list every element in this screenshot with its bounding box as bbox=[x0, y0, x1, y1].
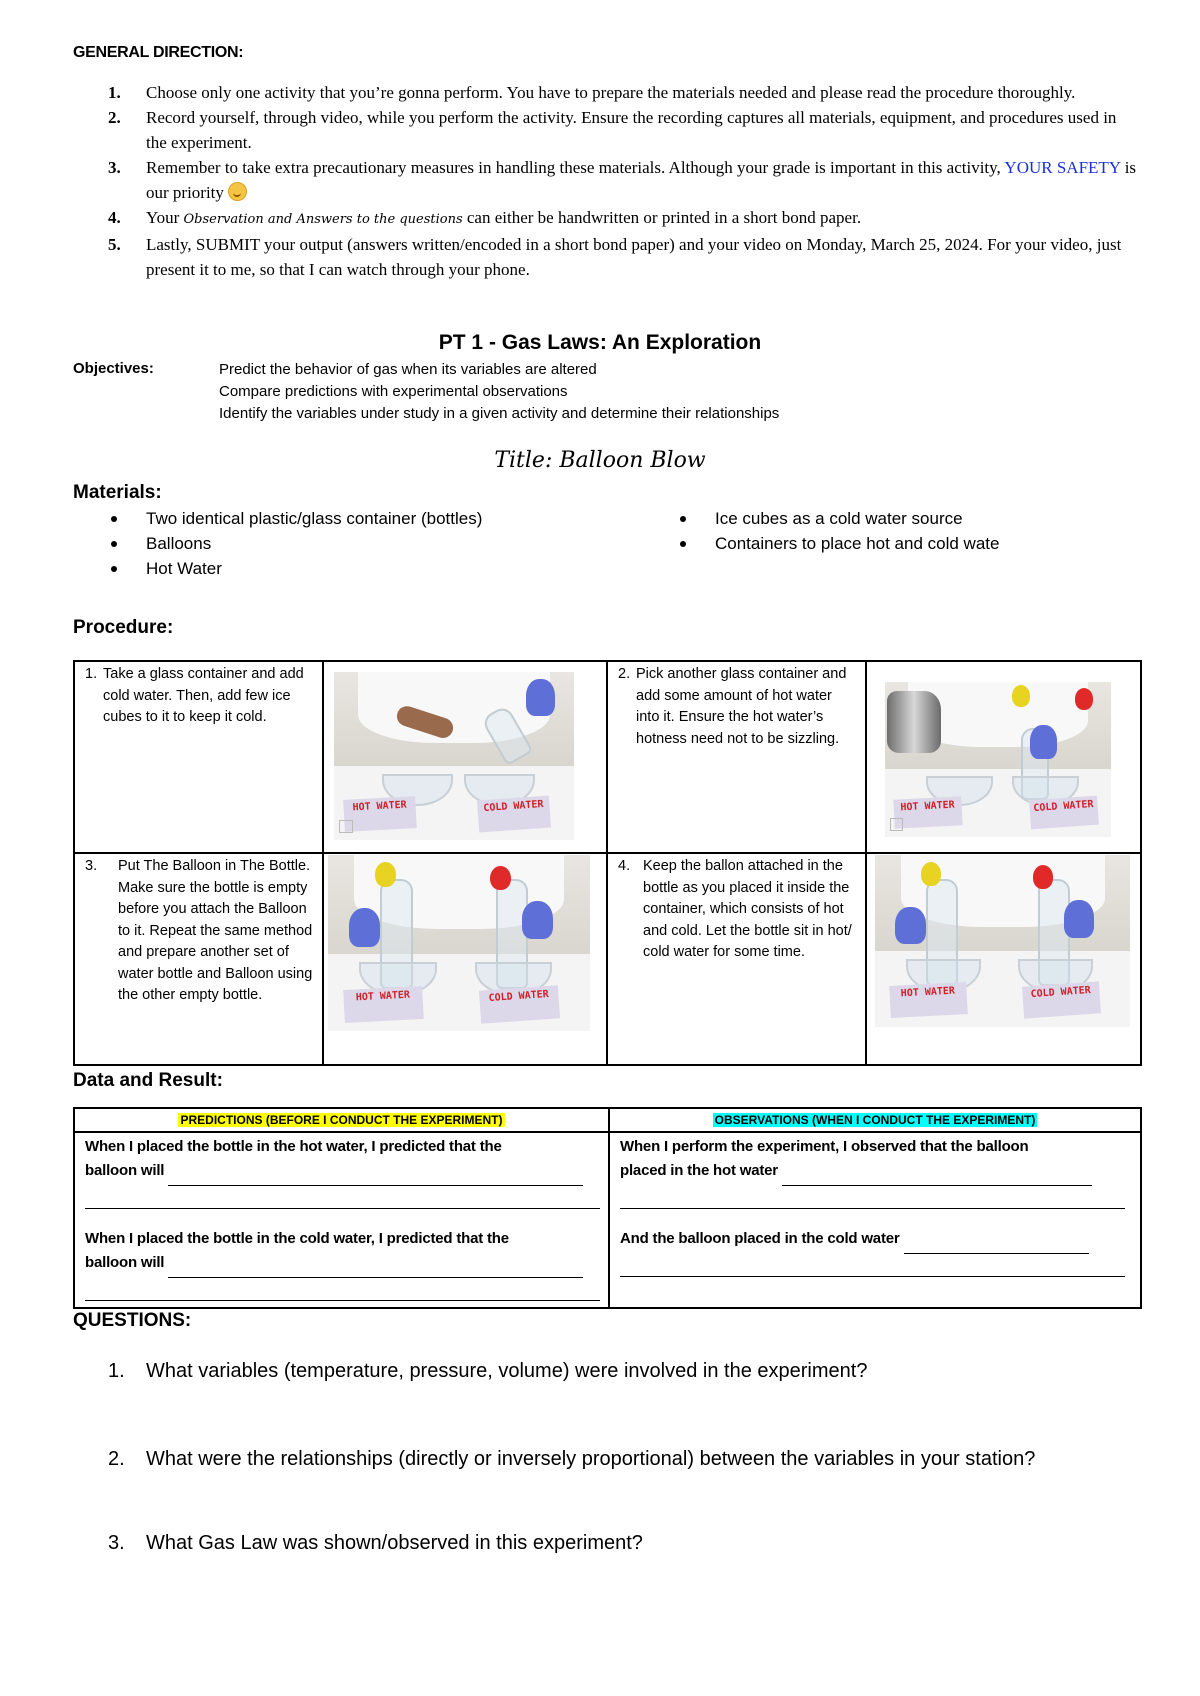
general-direction-heading: GENERAL DIRECTION: bbox=[73, 44, 244, 61]
direction-text: can either be handwritten or printed in a short bond paper. bbox=[462, 208, 862, 227]
question-item bbox=[108, 1356, 1118, 1387]
objective-item: Predict the behavior of gas when its variables are altered bbox=[219, 361, 597, 378]
cold-water-label: COLD WATER bbox=[477, 796, 551, 832]
smile-emoji-icon bbox=[228, 182, 247, 201]
procedure-step-cell bbox=[74, 661, 323, 853]
material-item: Two identical plastic/glass container (bottles) bbox=[108, 506, 482, 531]
pouring-hot-water-photo bbox=[885, 682, 1111, 837]
cold-water-label: COLD WATER bbox=[479, 985, 560, 1023]
safety-highlight: YOUR SAFETY bbox=[1004, 158, 1121, 177]
procedure-step-cell bbox=[607, 661, 866, 853]
procedure-photo-cell bbox=[323, 661, 607, 853]
direction-number: 3. bbox=[108, 158, 121, 177]
procedure-heading: Procedure: bbox=[73, 617, 174, 638]
objective-item: Compare predictions with experimental observations bbox=[219, 383, 568, 400]
direction-number: 1. bbox=[108, 83, 121, 102]
procedure-table bbox=[73, 660, 1142, 1066]
predictions-header: PREDICTIONS (BEFORE I CONDUCT THE EXPERIMENT) bbox=[74, 1108, 609, 1132]
answer-blank[interactable] bbox=[168, 1253, 583, 1278]
question-number: 2. bbox=[108, 1448, 125, 1470]
question-text: What variables (temperature, pressure, volume) were involved in the experiment? bbox=[146, 1360, 868, 1382]
questions-list bbox=[108, 1356, 1118, 1559]
material-item: Containers to place hot and cold wate bbox=[677, 531, 999, 556]
materials-heading: Materials: bbox=[73, 482, 162, 503]
step-number: 4. bbox=[618, 858, 631, 874]
direction-text: Lastly, SUBMIT your output (answers written/encoded in a short bond paper) and your video on Monday, March 25, 2024. For your video, just present it to me, so that I can watch through your phone. bbox=[146, 235, 1122, 279]
question-item bbox=[108, 1528, 1118, 1559]
procedure-photo-cell bbox=[323, 853, 607, 1065]
cold-water-label: COLD WATER bbox=[1029, 796, 1099, 830]
answer-blank[interactable] bbox=[620, 1186, 1125, 1209]
question-text: What were the relationships (directly or inversely proportional) between the variables in your station? bbox=[146, 1448, 1036, 1470]
question-number: 3. bbox=[108, 1532, 125, 1554]
data-result-heading: Data and Result: bbox=[73, 1070, 223, 1091]
prediction-cold-line-1: When I placed the bottle in the cold water, I predicted that the bbox=[85, 1230, 509, 1247]
predictions-cell bbox=[74, 1132, 609, 1308]
cold-water-label: COLD WATER bbox=[1022, 982, 1101, 1019]
direction-item bbox=[108, 205, 1138, 232]
material-item: Hot Water bbox=[108, 556, 482, 581]
hot-water-label: HOT WATER bbox=[343, 986, 423, 1023]
observations-header: OBSERVATIONS (WHEN I CONDUCT THE EXPERIMENT) bbox=[609, 1108, 1141, 1132]
observation-cold-line-1: And the balloon placed in the cold water bbox=[620, 1230, 900, 1247]
question-number: 1. bbox=[108, 1360, 125, 1382]
hot-water-label: HOT WATER bbox=[890, 982, 968, 1018]
direction-text: Your bbox=[146, 208, 184, 227]
step-number: 2. bbox=[618, 666, 631, 682]
question-item bbox=[108, 1444, 1118, 1475]
observations-cell bbox=[609, 1132, 1141, 1308]
direction-item bbox=[108, 155, 1138, 205]
direction-text: Record yourself, through video, while you perform the activity. Ensure the recording captures all materials, equipment, and procedures used in the experiment. bbox=[146, 108, 1117, 152]
objective-item: Identify the variables under study in a given activity and determine their relationships bbox=[219, 405, 780, 422]
procedure-step-cell bbox=[607, 853, 866, 1065]
hot-water-label: HOT WATER bbox=[343, 797, 417, 832]
questions-heading: QUESTIONS: bbox=[73, 1310, 192, 1331]
script-text: Observation and Answers to the questions bbox=[183, 212, 463, 227]
direction-number: 5. bbox=[108, 235, 121, 254]
material-item: Ice cubes as a cold water source bbox=[677, 506, 999, 531]
direction-item bbox=[108, 80, 1138, 105]
direction-list bbox=[108, 80, 1138, 282]
step-text: Pick another glass container and add some amount of hot water into it. Ensure the hot water’s hotness need not to be sizzling. bbox=[636, 666, 847, 747]
activity-title: Title: Balloon Blow bbox=[494, 448, 706, 473]
hot-water-label: HOT WATER bbox=[893, 797, 962, 830]
observation-hot-line-2: placed in the hot water bbox=[620, 1162, 778, 1179]
answer-blank[interactable] bbox=[620, 1254, 1125, 1277]
answer-blank[interactable] bbox=[85, 1186, 600, 1209]
step-number: 1. bbox=[85, 666, 98, 682]
balloon-bottles-in-water-photo bbox=[875, 855, 1130, 1027]
step-number: 3. bbox=[85, 858, 98, 874]
direction-text: Choose only one activity that you’re gonna perform. You have to prepare the materials needed and please read the procedure thoroughly. bbox=[146, 83, 1076, 102]
procedure-step-cell bbox=[74, 853, 323, 1065]
objectives-list bbox=[219, 359, 779, 425]
data-result-table bbox=[73, 1107, 1142, 1309]
step-text: Put The Balloon in The Bottle. Make sure the bottle is empty before you attach the Balloon to it. Repeat the same method and prepare another set of water bottle and Balloon using the other empty bottle. bbox=[118, 858, 313, 1003]
balloon-bottles-photo bbox=[328, 855, 590, 1031]
answer-blank[interactable] bbox=[168, 1161, 583, 1186]
pouring-cold-water-photo bbox=[334, 672, 574, 840]
prediction-hot-line-2: balloon will bbox=[85, 1162, 165, 1179]
procedure-photo-cell bbox=[866, 853, 1141, 1065]
prediction-cold-line-2: balloon will bbox=[85, 1254, 165, 1271]
procedure-photo-cell bbox=[866, 661, 1141, 853]
direction-number: 2. bbox=[108, 108, 121, 127]
materials-list-left bbox=[108, 506, 482, 581]
materials-list-right bbox=[677, 506, 999, 556]
direction-item bbox=[108, 232, 1138, 282]
material-item: Balloons bbox=[108, 531, 482, 556]
step-text: Take a glass container and add cold water. Then, add few ice cubes to it to keep it cold. bbox=[103, 666, 304, 725]
step-text: Keep the ballon attached in the bottle as you placed it inside the container, which consists of hot and cold. Let the bottle sit in hot/ cold water for some time. bbox=[643, 858, 852, 960]
direction-item bbox=[108, 105, 1138, 155]
answer-blank[interactable] bbox=[782, 1161, 1092, 1186]
question-text: What Gas Law was shown/observed in this experiment? bbox=[146, 1532, 643, 1554]
answer-blank[interactable] bbox=[85, 1278, 600, 1301]
direction-text: is our priority bbox=[146, 158, 1137, 202]
direction-text: Remember to take extra precautionary measures in handling these materials. Although your grade is important in this activity, bbox=[146, 158, 1005, 177]
observation-hot-line-1: When I perform the experiment, I observed that the balloon bbox=[620, 1138, 1029, 1155]
pt-title: PT 1 - Gas Laws: An Exploration bbox=[438, 331, 762, 354]
prediction-hot-line-1: When I placed the bottle in the hot water, I predicted that the bbox=[85, 1138, 502, 1155]
objectives-label: Objectives: bbox=[73, 360, 154, 377]
answer-blank[interactable] bbox=[904, 1229, 1089, 1254]
direction-number: 4. bbox=[108, 208, 121, 227]
